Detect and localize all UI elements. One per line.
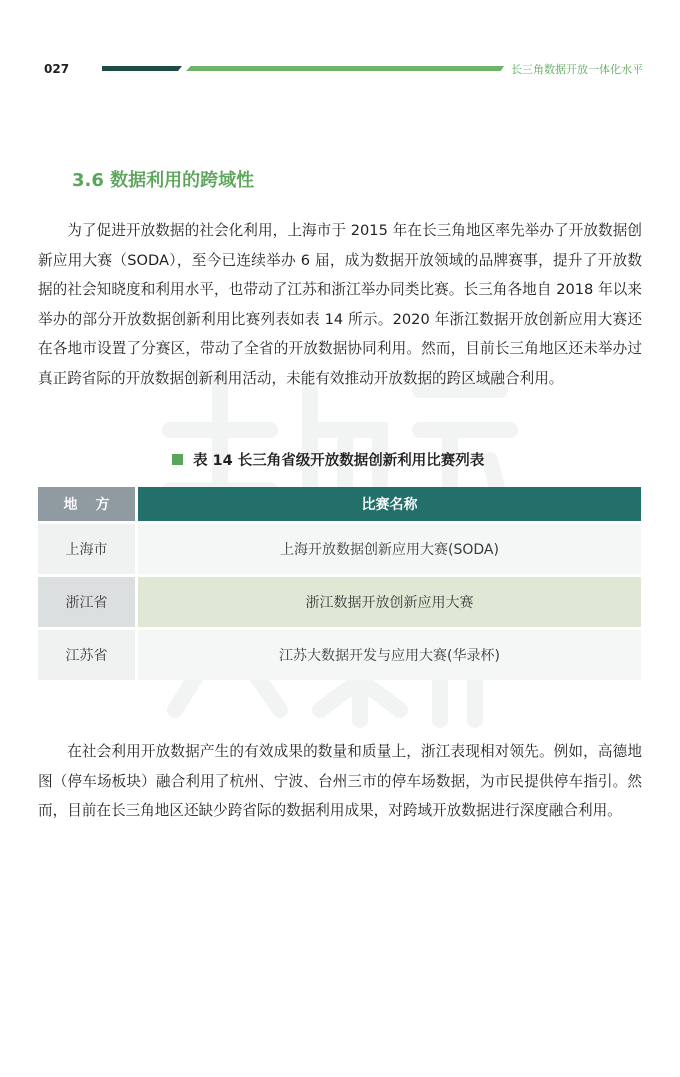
header-bar-green: [186, 66, 504, 71]
table-caption: [172, 449, 484, 470]
table-row: [38, 576, 641, 629]
table-caption-text: 表 14 长三角省级开放数据创新利用比赛列表: [193, 453, 485, 469]
table-header-row: [38, 487, 641, 523]
cell-region: 上海市: [38, 523, 137, 576]
header-competition: 比赛名称: [137, 487, 642, 523]
page-number: 027: [44, 62, 70, 76]
cell-region: 江苏省: [38, 629, 137, 681]
section-heading: 3.6 数据利用的跨域性: [72, 170, 255, 191]
cell-region: 浙江省: [38, 576, 137, 629]
cell-competition: 江苏大数据开发与应用大赛(华录杯): [137, 629, 642, 681]
header-region: 地方: [38, 487, 137, 523]
running-title: 长三角数据开放一体化水平: [511, 63, 643, 76]
body-paragraph-2: 在社会利用开放数据产生的有效成果的数量和质量上，浙江表现相对领先。例如，高德地图（停车场板块）融合利用了杭州、宁波、台州三市的停车场数据，为市民提供停车指引。然而，目前在长三角地区还缺少跨省际的数据利用成果，对跨域开放数据进行深度融合利用。: [38, 743, 642, 819]
caption-square-icon: [172, 454, 183, 465]
table-row: [38, 523, 641, 576]
cell-competition: 浙江数据开放创新应用大赛: [137, 576, 642, 629]
table-row: [38, 629, 641, 681]
competition-table: [38, 487, 641, 680]
header-bar-dark: [102, 66, 182, 71]
cell-competition: 上海开放数据创新应用大赛(SODA): [137, 523, 642, 576]
body-paragraph-1: 为了促进开放数据的社会化利用，上海市于 2015 年在长三角地区率先举办了开放数据创新应用大赛（SODA），至今已连续举办 6 届，成为数据开放领域的品牌赛事，提升了开放数据的社会知晓度和利用水平，也带动了江苏和浙江举办同类比赛。长三角各地自 2018 年以来举办的部分开放数据创新利用比赛列表如表 14 所示。2020 年浙江数据开放创新应用大赛还在各地市设置了分赛区，带动了全省的开放数据协同利用。然而，目前长三角地区还未举办过真正跨省际的开放数据创新利用活动，未能有效推动开放数据的跨区域融合利用。: [38, 222, 642, 387]
